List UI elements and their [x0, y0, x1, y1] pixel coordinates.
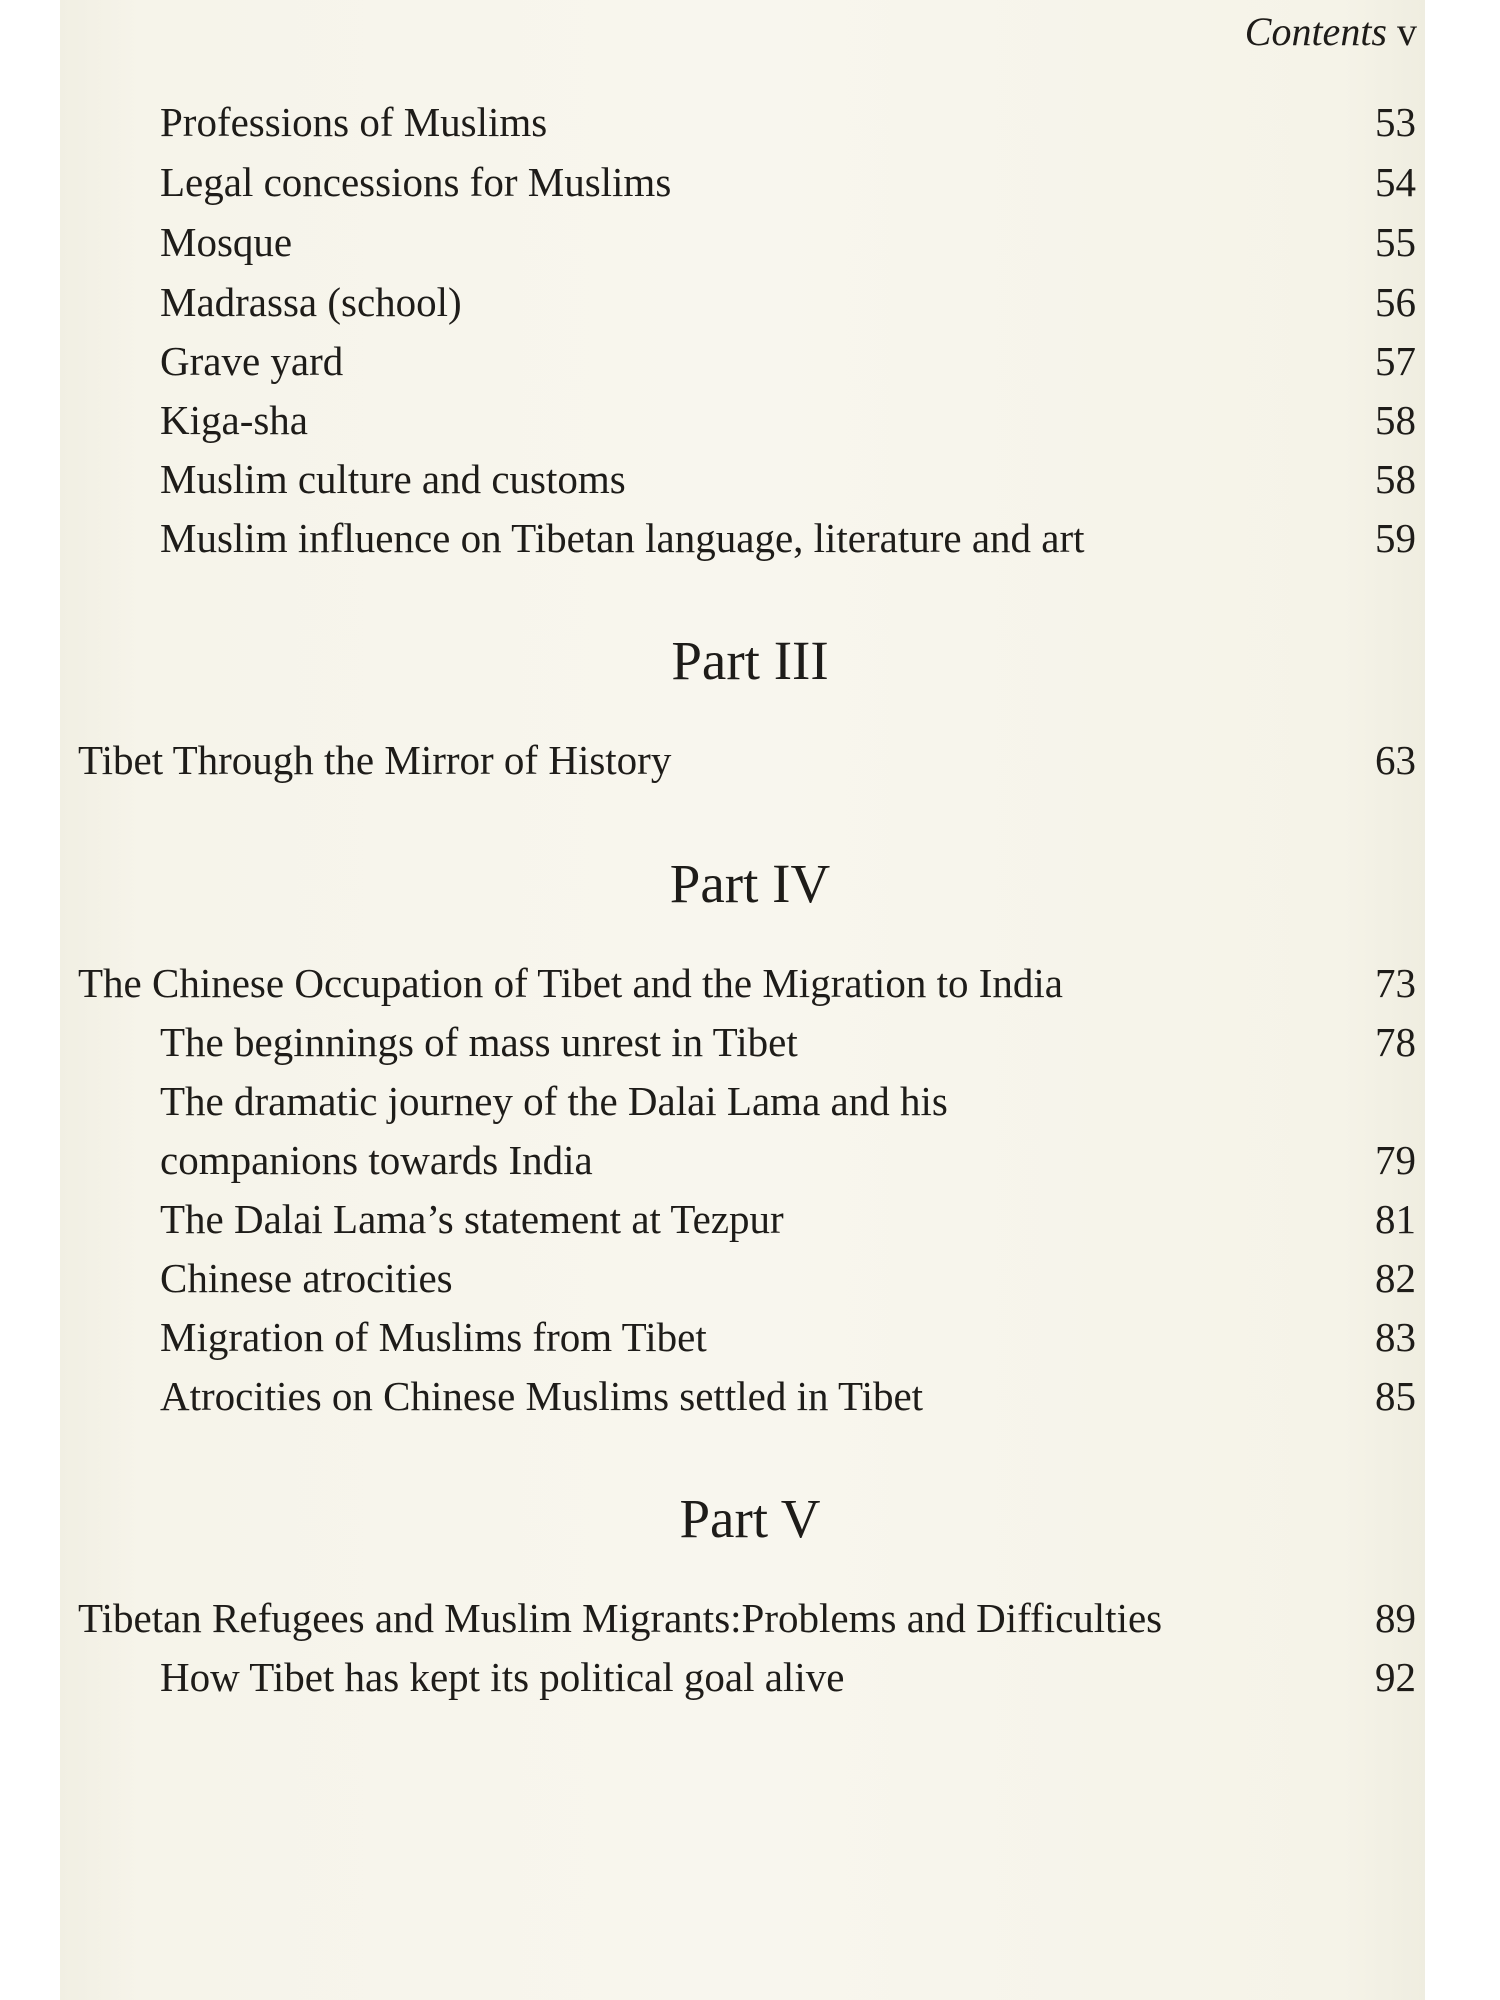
part-heading: Part IV [669, 853, 831, 914]
toc-entry-continuation [0, 1130, 1500, 1190]
toc-entry-page: 58 [1375, 456, 1416, 502]
toc-entry-page: 78 [1375, 1019, 1416, 1065]
toc-entry-page: 57 [1375, 338, 1416, 384]
toc-entry-title: The Dalai Lama’s statement at Tezpur [160, 1196, 784, 1242]
toc-entry-title: Legal concessions for Muslims [160, 159, 672, 205]
toc-entry [0, 331, 1500, 391]
toc-entry-page: 92 [1375, 1654, 1416, 1700]
toc-entry-page: 82 [1375, 1255, 1416, 1301]
toc-entry-page: 56 [1375, 279, 1416, 325]
toc-entry [0, 390, 1500, 450]
running-head-title: Contents [1244, 9, 1387, 54]
toc-entry [0, 1189, 1500, 1249]
toc-entry [0, 508, 1500, 568]
toc-chapter-page: 89 [1375, 1595, 1416, 1641]
toc-entry-title: How Tibet has kept its political goal alive [160, 1654, 845, 1700]
toc-chapter [0, 953, 1500, 1013]
toc-chapter-title: The Chinese Occupation of Tibet and the Migration to India [78, 960, 1063, 1006]
toc-entry-page: 83 [1375, 1314, 1416, 1360]
part-heading: Part III [671, 630, 829, 691]
toc-entry [0, 212, 1500, 272]
toc-entry-page: 53 [1375, 99, 1416, 145]
toc-chapter [0, 1588, 1500, 1648]
toc-entry [0, 152, 1500, 212]
toc-entry-title: Mosque [160, 219, 293, 265]
toc-entry [0, 272, 1500, 332]
toc-entry-title: The dramatic journey of the Dalai Lama and his [160, 1078, 948, 1124]
toc-entry-page: 59 [1375, 515, 1416, 561]
toc-entry [0, 1307, 1500, 1367]
part-heading: Part V [679, 1488, 821, 1549]
toc-entry-title: Professions of Muslims [160, 99, 548, 145]
toc-entry-page: 79 [1375, 1137, 1416, 1183]
toc-entry [0, 1012, 1500, 1072]
toc-chapter-title: Tibet Through the Mirror of History [78, 737, 672, 783]
toc-entry-page: 55 [1375, 219, 1416, 265]
toc-entry [0, 449, 1500, 509]
toc-entry-title: Migration of Muslims from Tibet [160, 1314, 707, 1360]
page-folio: v [1397, 9, 1417, 54]
toc-entry [0, 1248, 1500, 1308]
toc-entry-title: Muslim influence on Tibetan language, literature and art [160, 515, 1085, 561]
toc-entry-title: Grave yard [160, 338, 344, 384]
toc-chapter [0, 730, 1500, 790]
toc-entry-page: 54 [1375, 159, 1416, 205]
toc-entry-title: Atrocities on Chinese Muslims settled in Tibet [160, 1373, 924, 1419]
toc-entry-title: Chinese atrocities [160, 1255, 453, 1301]
toc-entry-page: 85 [1375, 1373, 1416, 1419]
toc-entry-title: Madrassa (school) [160, 279, 462, 325]
toc-entry [0, 92, 1500, 152]
toc-entry-title: Kiga-sha [160, 397, 309, 443]
toc-chapter-page: 63 [1375, 737, 1416, 783]
toc-entry [0, 1647, 1500, 1707]
toc-entry [0, 1366, 1500, 1426]
toc-chapter-page: 73 [1375, 960, 1416, 1006]
toc-entry-title-continuation: companions towards India [160, 1137, 593, 1183]
toc-entry-title: Muslim culture and customs [160, 456, 626, 502]
toc-entry-page: 81 [1375, 1196, 1416, 1242]
toc-entry-title: The beginnings of mass unrest in Tibet [160, 1019, 798, 1065]
toc-entry-page: 58 [1375, 397, 1416, 443]
toc-chapter-title: Tibetan Refugees and Muslim Migrants:Problems and Difficulties [78, 1595, 1163, 1641]
toc-entry [0, 1071, 1500, 1131]
